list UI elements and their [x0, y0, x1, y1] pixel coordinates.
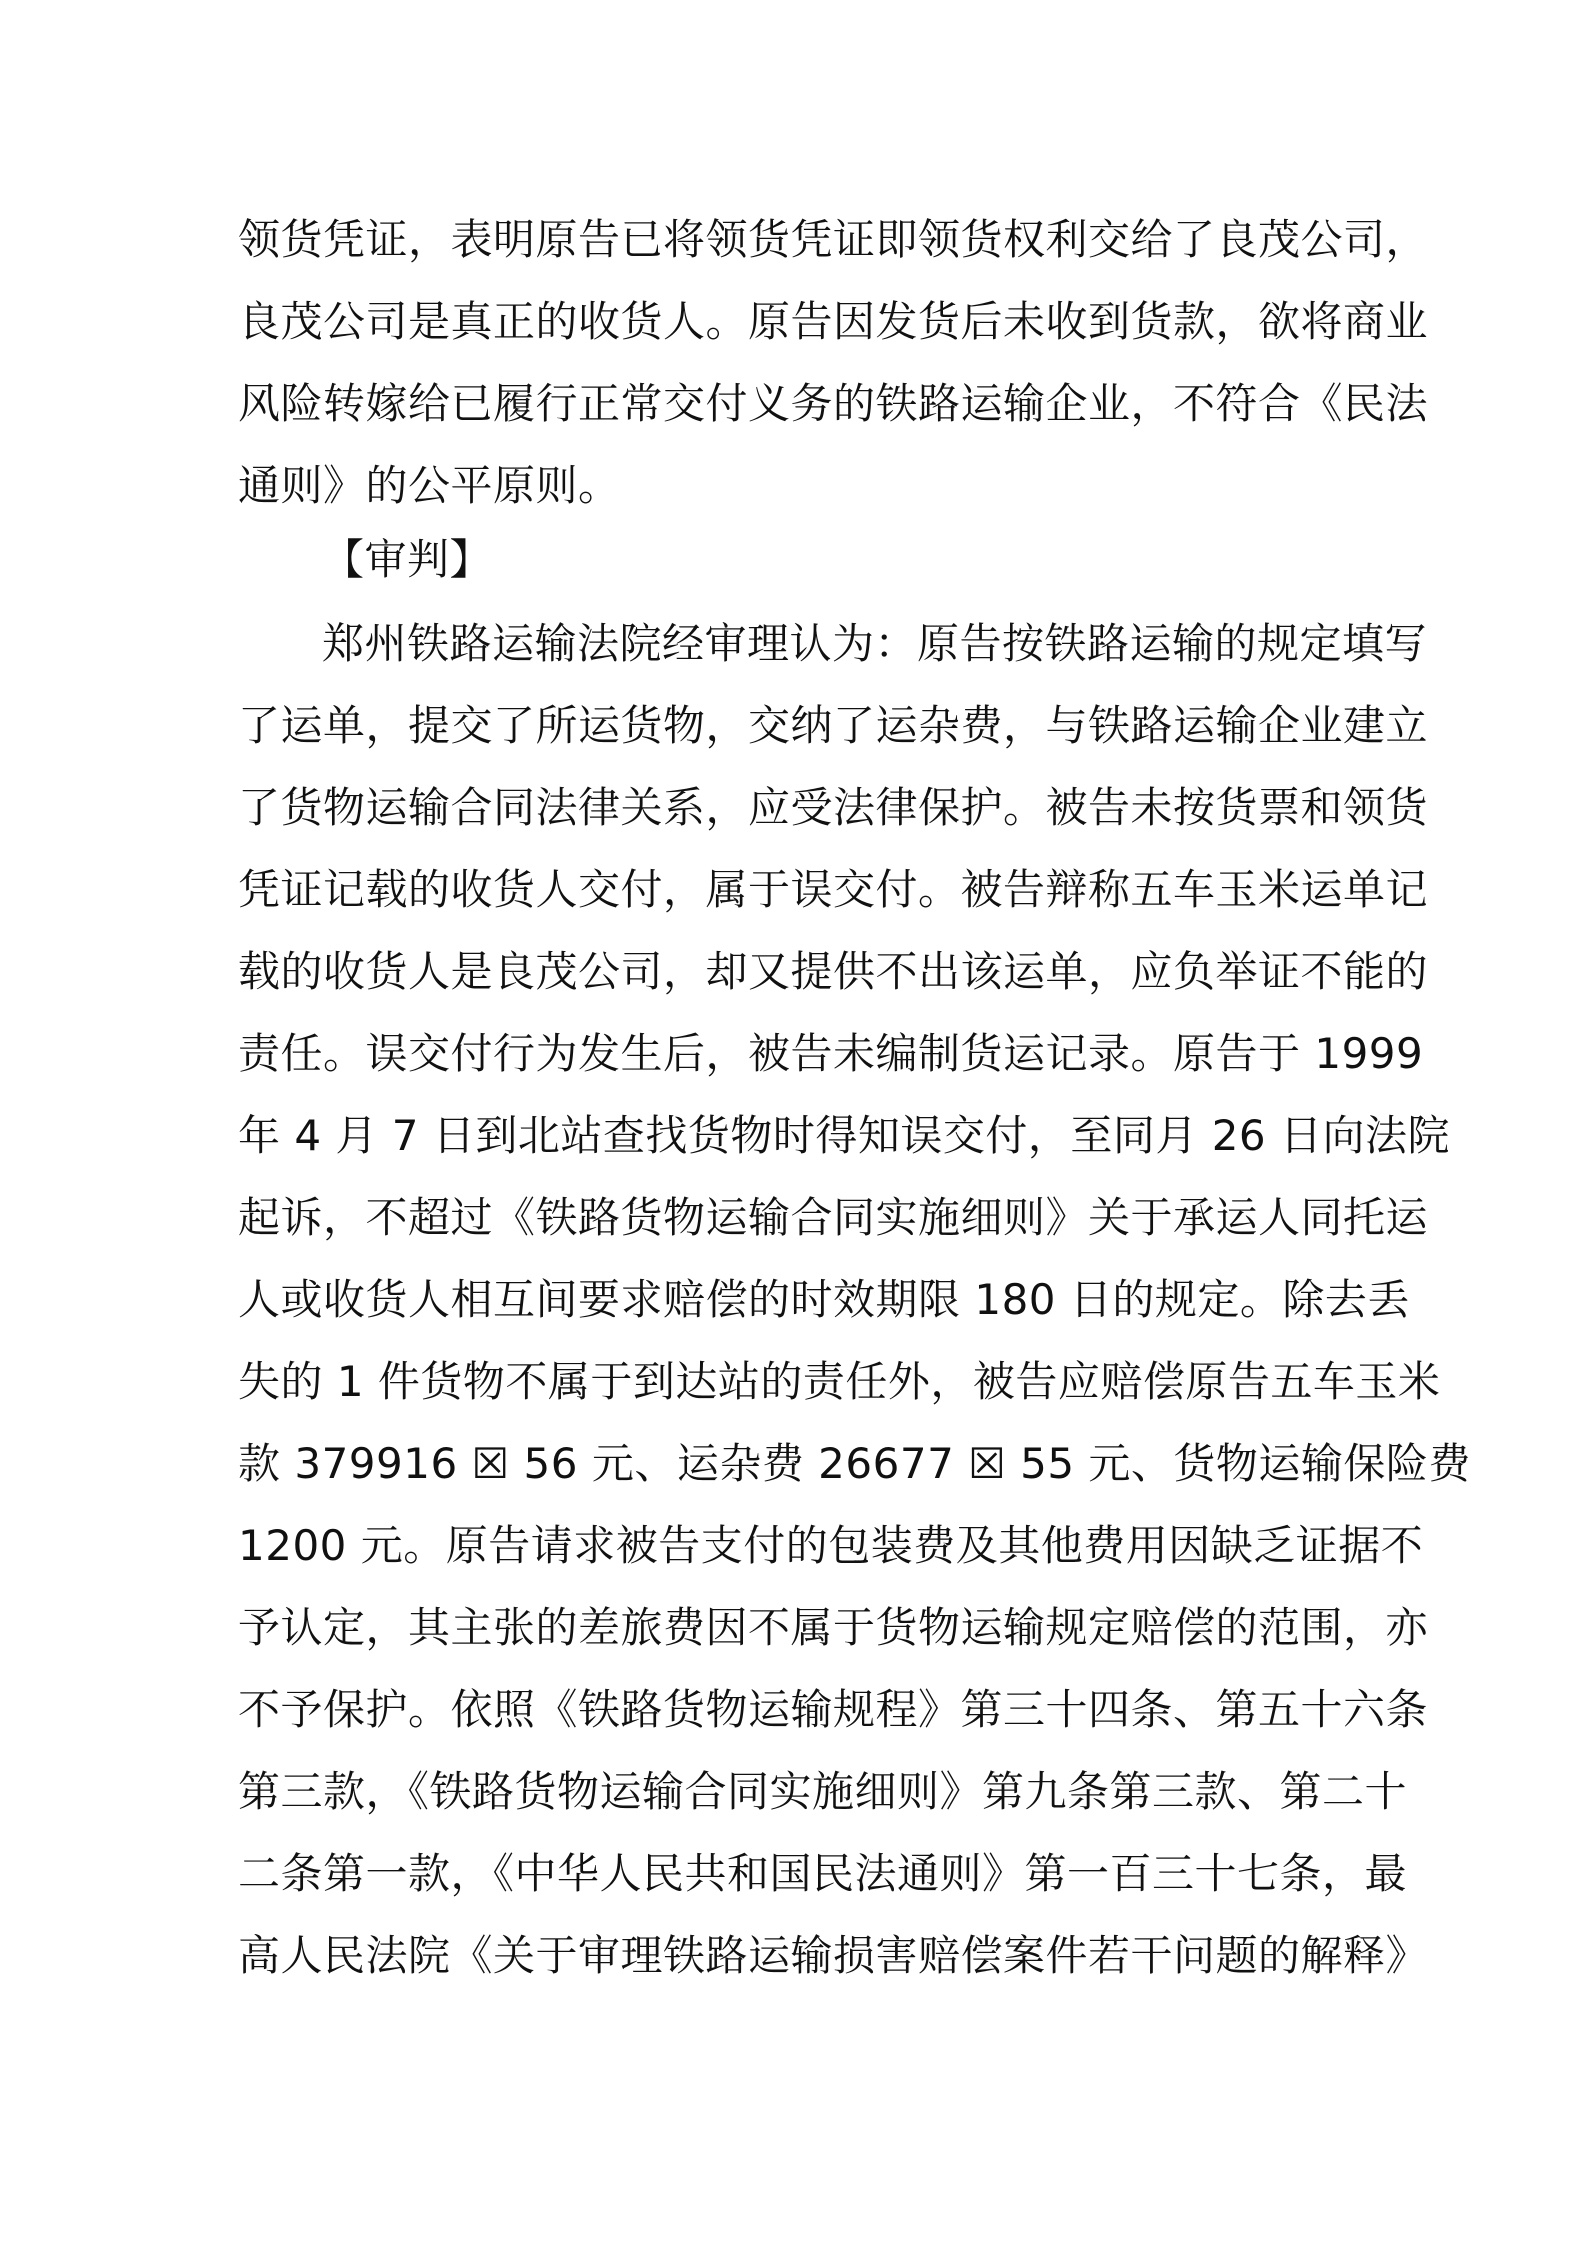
paragraph-2-line-4: 凭证记载的收货人交付，属于误交付。被告辩称五车玉米运单记 [238, 865, 1429, 914]
paragraph-2-line-2: 了运单，提交了所运货物，交纳了运杂费，与铁路运输企业建立 [238, 701, 1429, 750]
paragraph-1-line-1: 领货凭证，表明原告已将领货凭证即领货权利交给了良茂公司， [238, 215, 1429, 264]
paragraph-2-line-13: 予认定，其主张的差旅费因不属于货物运输规定赔偿的范围，亦 [238, 1603, 1429, 1652]
paragraph-2-line-5: 载的收货人是良茂公司，却又提供不出该运单，应负举证不能的 [238, 947, 1429, 996]
paragraph-2-line-16: 二条第一款，《中华人民共和国民法通则》第一百三十七条，最 [238, 1849, 1408, 1898]
paragraph-2-line-17: 高人民法院《关于审理铁路运输损害赔偿案件若干问题的解释》 [238, 1931, 1429, 1980]
paragraph-1-line-4: 通则》的公平原则。 [238, 461, 621, 510]
paragraph-2-line-8: 起诉，不超过《铁路货物运输合同实施细则》关于承运人同托运 [238, 1193, 1429, 1242]
paragraph-2-line-10: 失的 1 件货物不属于到达站的责任外，被告应赔偿原告五车玉米 [238, 1357, 1441, 1406]
section-heading: 【审判】 [322, 535, 493, 584]
paragraph-1-line-2: 良茂公司是真正的收货人。原告因发货后未收到货款，欲将商业 [238, 297, 1429, 346]
paragraph-2-line-6: 责任。误交付行为发生后，被告未编制货运记录。原告于 1999 [238, 1029, 1424, 1078]
paragraph-2-line-11: 款 379916 ☒ 56 元、运杂费 26677 ☒ 55 元、货物运输保险费 [238, 1439, 1471, 1488]
paragraph-2-line-3: 了货物运输合同法律关系，应受法律保护。被告未按货票和领货 [238, 783, 1429, 832]
paragraph-2-line-12: 1200 元。原告请求被告支付的包装费及其他费用因缺乏证据不 [238, 1521, 1424, 1570]
paragraph-2-line-14: 不予保护。依照《铁路货物运输规程》第三十四条、第五十六条 [238, 1685, 1429, 1734]
paragraph-2-line-9: 人或收货人相互间要求赔偿的时效期限 180 日的规定。除去丢 [238, 1275, 1410, 1324]
paragraph-2-line-15: 第三款，《铁路货物运输合同实施细则》第九条第三款、第二十 [238, 1767, 1408, 1816]
paragraph-2-line-1: 郑州铁路运输法院经审理认为：原告按铁路运输的规定填写 [322, 619, 1428, 668]
paragraph-1-line-3: 风险转嫁给已履行正常交付义务的铁路运输企业，不符合《民法 [238, 379, 1429, 428]
paragraph-2-line-7: 年 4 月 7 日到北站查找货物时得知误交付，至同月 26 日向法院 [238, 1111, 1450, 1160]
